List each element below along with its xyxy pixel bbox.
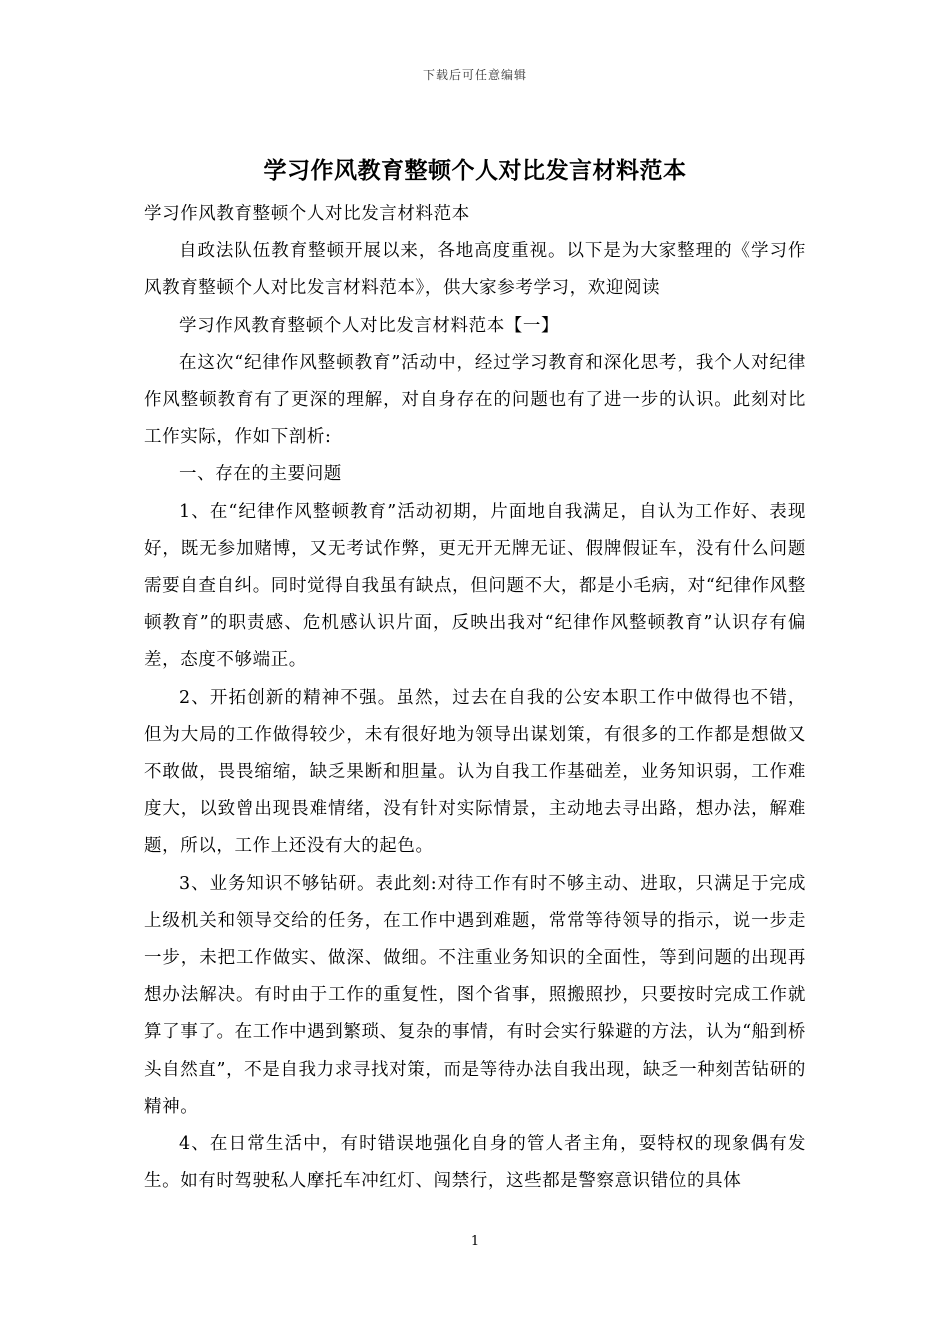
section-heading: 学习作风教育整顿个人对比发言材料范本【一】 (179, 315, 560, 336)
document-body (144, 196, 806, 1200)
issue-paragraph-4: 4、在日常生活中，有时错误地强化自身的管人者主角，耍特权的现象偶有发生。如有时驾驶私人摩托车冲红灯、闯禁行，这些都是警察意识错位的具体 (144, 1134, 806, 1192)
intro-paragraph: 自政法队伍教育整顿开展以来，各地高度重视。以下是为大家整理的《学习作风教育整顿个人对比发言材料范本》，供大家参考学习，欢迎阅读 (144, 241, 806, 299)
page-number: 1 (470, 1234, 480, 1249)
issue-paragraph-2: 2、开拓创新的精神不强。虽然，过去在自我的公安本职工作中做得也不错，但为大局的工作做得较少，未有很好地为领导出谋划策，有很多的工作都是想做又不敢做，畏畏缩缩，缺乏果断和胆量。认为自我工作基础差，业务知识弱，工作难度大，以致曾出现畏难情绪，没有针对实际情景，主动地去寻出路，想办法，解难题，所以，工作上还没有大的起色。 (144, 687, 806, 857)
page-header-note: 下载后可任意编辑 (422, 68, 527, 82)
body-paragraph: 在这次“纪律作风整顿教育”活动中，经过学习教育和深化思考，我个人对纪律作风整顿教育有了更深的理解，对自身存在的问题也有了进一步的认识。此刻对比工作实际，作如下剖析: (144, 352, 806, 448)
issues-heading: 一、存在的主要问题 (179, 464, 342, 485)
document-title: 学习作风教育整顿个人对比发言材料范本 (263, 157, 687, 184)
issue-paragraph-3: 3、业务知识不够钻研。表此刻:对待工作有时不够主动、进取，只满足于完成上级机关和领导交给的任务，在工作中遇到难题，常常等待领导的指示，说一步走一步，未把工作做实、做深、做细。不注重业务知识的全面性，等到问题的出现再想办法解决。有时由于工作的重复性，图个省事，照搬照抄，只要按时完成工作就算了事了。在工作中遇到繁琐、复杂的事情，有时会实行躲避的方法，认为“船到桥头自然直”，不是自我力求寻找对策，而是等待办法自我出现，缺乏一种刻苦钻研的精神。 (144, 873, 806, 1117)
subtitle-paragraph: 学习作风教育整顿个人对比发言材料范本 (144, 204, 470, 224)
issue-paragraph-1: 1、在“纪律作风整顿教育”活动初期，片面地自我满足，自认为工作好、表现好，既无参加赌博，又无考试作弊，更无开无牌无证、假牌假证车，没有什么问题需要自查自纠。同时觉得自我虽有缺点，但问题不大，都是小毛病，对“纪律作风整顿教育”的职责感、危机感认识片面，反映出我对“纪律作风整顿教育”认识存有偏差，态度不够端正。 (144, 501, 806, 671)
